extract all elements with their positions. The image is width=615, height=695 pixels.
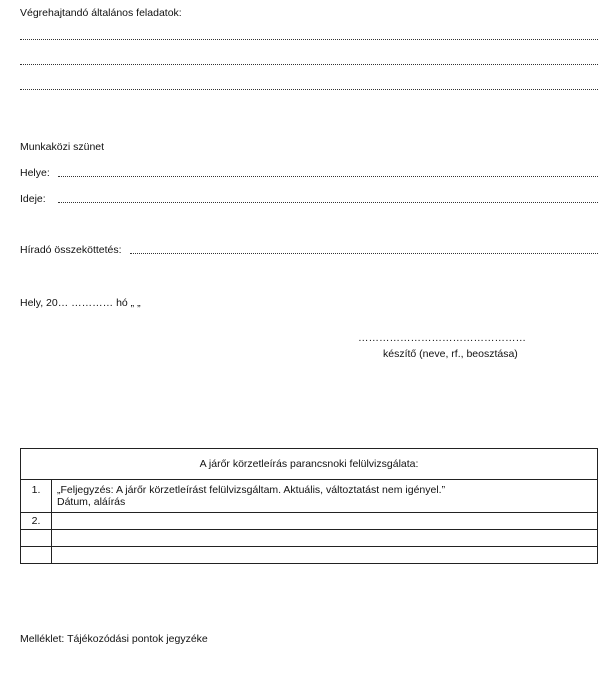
radio-line[interactable] bbox=[130, 252, 598, 254]
radio-label: Híradó összeköttetés: bbox=[20, 244, 122, 256]
row-number: 1. bbox=[21, 480, 52, 513]
place-label: Helye: bbox=[20, 167, 50, 179]
table-row bbox=[21, 547, 598, 564]
signature-caption: készítő (neve, rf., beosztása) bbox=[383, 348, 518, 360]
row-content[interactable] bbox=[52, 530, 598, 547]
row-date-signature: Dátum, aláírás bbox=[57, 496, 126, 508]
review-table-title: A járőr körzetleírás parancsnoki felülvizsgálata: bbox=[21, 449, 598, 480]
row-number bbox=[21, 530, 52, 547]
break-title: Munkaközi szünet bbox=[20, 141, 105, 153]
table-row bbox=[21, 480, 598, 513]
table-row bbox=[21, 530, 598, 547]
time-line[interactable] bbox=[58, 201, 598, 203]
tasks-line-2[interactable] bbox=[20, 63, 598, 65]
time-label: Ideje: bbox=[20, 193, 46, 205]
date-line[interactable]: Hely, 20… ………… hó „ „ bbox=[20, 297, 141, 309]
row-number: 2. bbox=[21, 513, 52, 530]
row-content[interactable] bbox=[52, 513, 598, 530]
row-content[interactable] bbox=[52, 480, 598, 513]
row-note: „Feljegyzés: A járőr körzetleírást felülvizsgáltam. Aktuális, változtatást nem igényel.” bbox=[57, 484, 446, 496]
attachment-label: Melléklet: Tájékozódási pontok jegyzéke bbox=[20, 633, 208, 645]
row-number bbox=[21, 547, 52, 564]
table-row bbox=[21, 513, 598, 530]
place-line[interactable] bbox=[58, 175, 598, 177]
row-content[interactable] bbox=[52, 547, 598, 564]
tasks-line-1[interactable] bbox=[20, 38, 598, 40]
tasks-line-3[interactable] bbox=[20, 88, 598, 90]
tasks-label: Végrehajtandó általános feladatok: bbox=[20, 7, 182, 19]
review-table bbox=[20, 448, 598, 564]
signature-dots[interactable]: ………………………………………… bbox=[358, 332, 526, 344]
